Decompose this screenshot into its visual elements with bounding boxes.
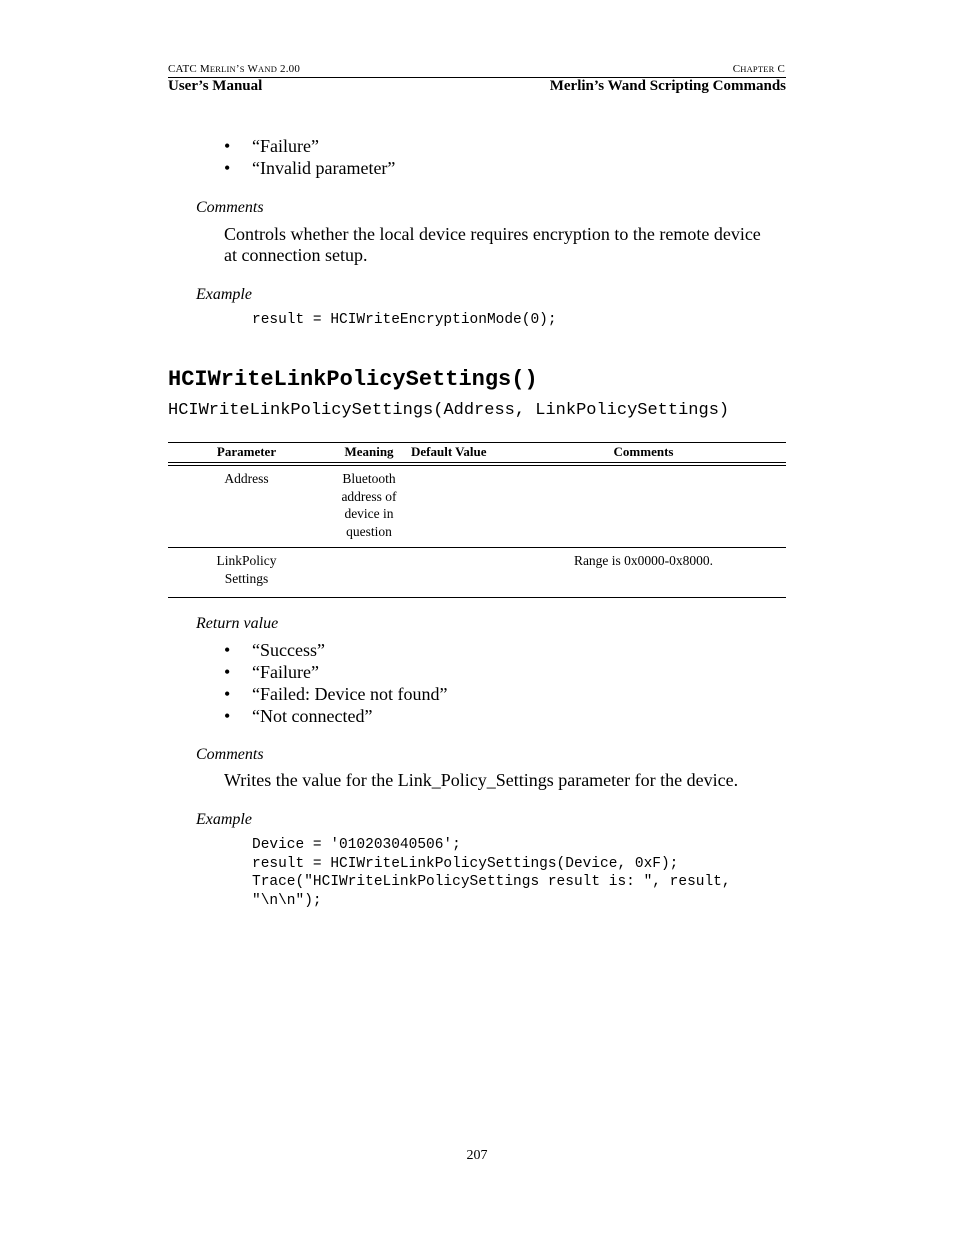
header-comments: Comments: [613, 444, 674, 459]
header-text-part: ’: [235, 63, 240, 75]
cell-text: Bluetooth: [342, 471, 396, 486]
list-item: • “Not connected”: [224, 706, 373, 726]
function-signature: HCIWriteLinkPolicySettings(Address, LinkPolicySettings): [168, 401, 730, 420]
cell-text: Address: [224, 471, 269, 486]
code-line: Device = '010203040506';: [252, 837, 461, 853]
parameter-table: [168, 442, 786, 598]
code-line: Trace("HCIWriteLinkPolicySettings result is: ", result,: [252, 874, 731, 890]
header-text-part: ERLIN: [209, 64, 236, 74]
prev-example-label: Example: [196, 286, 252, 303]
cell-parameter: [168, 552, 325, 587]
table-header-row: [168, 443, 786, 462]
table-bottom-rule: [168, 597, 786, 598]
cell-meaning: [335, 470, 403, 540]
running-header-chapter: [733, 63, 785, 75]
cell-text: Settings: [224, 570, 269, 586]
prev-comments-label: Comments: [196, 199, 264, 216]
header-text-part: W: [244, 63, 259, 75]
cell-comments: Range is 0x0000-0x8000.: [573, 553, 714, 568]
cell-text: LinkPolicy: [216, 553, 277, 568]
cell-text: address of: [341, 488, 397, 504]
header-text-part: 2.00: [277, 63, 301, 75]
header-default-value: Default Value: [411, 444, 487, 459]
list-item: • “Failed: Device not found”: [224, 684, 448, 704]
cell-parameter: [168, 470, 325, 488]
header-text-part: HAPTER: [740, 64, 775, 74]
header-text-part: C: [732, 63, 741, 75]
table-row: [168, 466, 786, 547]
example-code-block: [252, 836, 731, 910]
header-meaning: Meaning: [344, 444, 394, 459]
comments-text: Writes the value for the Link_Policy_Settings parameter for the device.: [224, 770, 739, 790]
header-text-part: AND: [258, 64, 278, 74]
running-header-title: [168, 63, 300, 75]
header-text-part: S: [239, 64, 245, 74]
list-item: • “Failure”: [224, 662, 319, 682]
header-parameter: Parameter: [216, 444, 277, 459]
return-value-list: [224, 639, 447, 727]
header-text-part: CATC M: [168, 63, 210, 75]
code-line: "\n\n");: [252, 892, 322, 909]
cell-text: device in: [344, 506, 394, 521]
list-item: • “Invalid parameter”: [224, 158, 396, 178]
running-header-section: Merlin’s Wand Scripting Commands: [549, 78, 786, 94]
code-line: result = HCIWriteLinkPolicySettings(Device, 0xF);: [252, 855, 679, 872]
prev-comments-line-2: at connection setup.: [224, 245, 368, 265]
prev-return-list: [224, 135, 395, 179]
example-label: Example: [196, 811, 252, 828]
list-item: • “Success”: [224, 640, 325, 660]
return-value-label: Return value: [196, 615, 279, 632]
running-header-manual: User’s Manual: [168, 78, 263, 94]
prev-comments-line-1: Controls whether the local device requires encryption to the remote device: [224, 224, 761, 244]
cell-text: question: [346, 523, 392, 539]
function-heading: HCIWriteLinkPolicySettings(): [168, 367, 538, 392]
list-item: • “Failure”: [224, 136, 319, 156]
table-row: [168, 548, 786, 597]
prev-example-code: result = HCIWriteEncryptionMode(0);: [252, 312, 557, 328]
header-text-part: C: [774, 63, 785, 75]
comments-label: Comments: [196, 746, 264, 763]
page-number: 207: [466, 1148, 488, 1163]
